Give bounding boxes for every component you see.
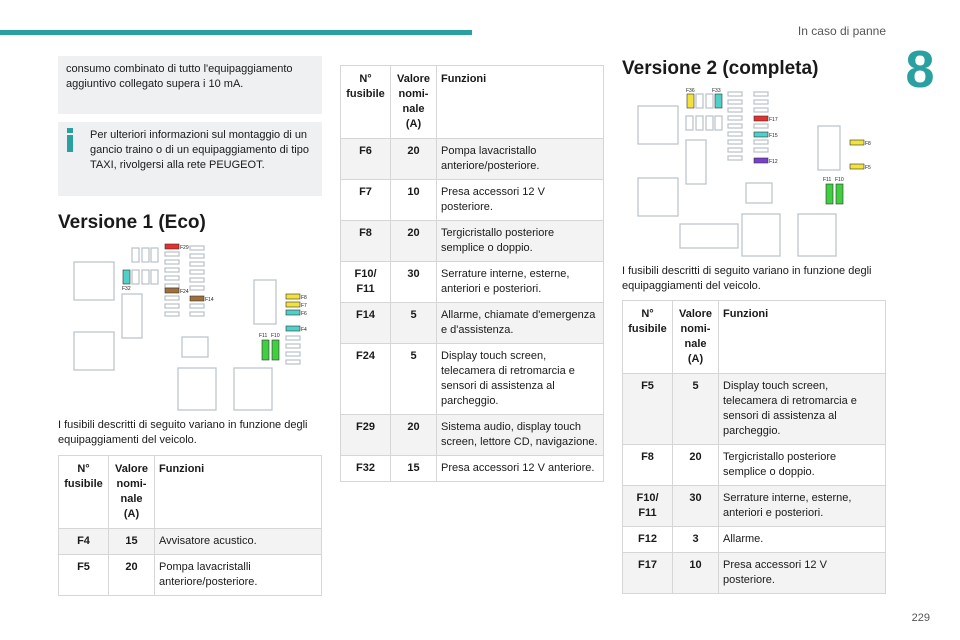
fuse-label: F10 (271, 333, 280, 339)
col-header-val: Valore nomi- nale (A) (673, 301, 719, 374)
fuse-f6 (286, 310, 300, 315)
fuse-label: F6 (301, 311, 307, 317)
fuse-f12 (754, 158, 768, 163)
table-row: F4 15 Avvisatore acustico. (59, 529, 322, 555)
chapter-number: 8 (905, 41, 935, 99)
fuse-label: F8 (301, 295, 307, 301)
fuse-label: F7 (301, 303, 307, 309)
table-row: F5 5 Display touch screen, telecamera di retromarcia e sensori di assistenza al parcheggio. (623, 374, 886, 445)
col-header-func: Funzioni (719, 301, 886, 374)
fuse-label: F32 (122, 286, 131, 292)
fuse-label: F29 (180, 245, 189, 251)
fuse-label: F15 (769, 133, 778, 139)
fuse-f15 (754, 132, 768, 137)
fuse-f33 (715, 94, 722, 108)
fuse-label: F33 (712, 88, 721, 94)
fuse-box-diagram-v2 (636, 86, 874, 258)
header-bar (0, 30, 472, 35)
table-row: F10/ F11 30 Serrature interne, esterne, anteriori e posteriori. (341, 262, 604, 303)
table-row: F24 5 Display touch screen, telecamera di retromarcia e sensori di assistenza al parcheggio. (341, 344, 604, 415)
fuse-f7 (286, 302, 300, 307)
fuse-table-v1 (58, 455, 322, 596)
fuse-table-v1-continued (340, 65, 604, 482)
table-row: F12 3 Allarme. (623, 527, 886, 553)
version1-title: Versione 1 (Eco) (58, 212, 206, 233)
col-header-val: Valore nomi- nale (A) (109, 456, 155, 529)
page-number: 229 (911, 612, 930, 624)
table-row: F32 15 Presa accessori 12 V anteriore. (341, 456, 604, 482)
fuse-f10 (836, 184, 843, 204)
table-row: F14 5 Allarme, chiamate d'emergenza e d'assistenza. (341, 303, 604, 344)
table-row: F7 10 Presa accessori 12 V posteriore. (341, 180, 604, 221)
fuse-label: F36 (686, 88, 695, 94)
table-row: F10/ F11 30 Serrature interne, esterne, anteriori e posteriori. (623, 486, 886, 527)
col-header-val: Valore nomi- nale (A) (391, 66, 437, 139)
fuse-f32 (123, 270, 130, 284)
note-consumption: consumo combinato di tutto l'equipaggiamento aggiuntivo collegato supera i 10 mA. (58, 56, 322, 114)
fuse-f8 (286, 294, 300, 299)
table-row: F29 20 Sistema audio, display touch screen, lettore CD, navigazione. (341, 415, 604, 456)
col-header-num: N° fusibile (59, 456, 109, 529)
fuse-label: F11 (823, 177, 832, 183)
table-row: F8 20 Tergicristallo posteriore semplice o doppio. (623, 445, 886, 486)
fuse-label: F12 (769, 159, 778, 165)
note-info-text: Per ulteriori informazioni sul montaggio di un gancio traino o di un equipaggiamento di tipo TAXI, rivolgersi alla rete PEUGEOT. (90, 129, 309, 171)
table-row: F5 20 Pompa lavacristalli anteriore/posteriore. (59, 555, 322, 596)
table-row: F17 10 Presa accessori 12 V posteriore. (623, 553, 886, 594)
col-header-func: Funzioni (155, 456, 322, 529)
fuse-box-diagram-v1 (72, 240, 310, 412)
section-title: In caso di panne (797, 24, 886, 38)
fuse-label: F5 (865, 165, 871, 171)
fuse-label: F17 (769, 117, 778, 123)
fuse-label: F14 (205, 297, 214, 303)
fuse-f5 (850, 164, 864, 169)
fuse-label: F10 (835, 177, 844, 183)
col-header-func: Funzioni (437, 66, 604, 139)
fuse-label: F8 (865, 141, 871, 147)
fuse-f11 (262, 340, 269, 360)
version2-title: Versione 2 (completa) (622, 58, 819, 79)
table-row: F6 20 Pompa lavacristallo anteriore/posteriore. (341, 139, 604, 180)
fuse-f4 (286, 326, 300, 331)
fuse-label: F4 (301, 327, 307, 333)
note-info (58, 122, 322, 196)
fuse-table-v2 (622, 300, 886, 594)
fuse-f36 (687, 94, 694, 108)
fuse-f14 (190, 296, 204, 301)
fuse-f24 (165, 288, 179, 293)
table-row: F8 20 Tergicristallo posteriore semplice o doppio. (341, 221, 604, 262)
fuse-f11 (826, 184, 833, 204)
col-header-num: N° fusibile (623, 301, 673, 374)
col-header-num: N° fusibile (341, 66, 391, 139)
fuse-label: F24 (180, 289, 189, 295)
fuse-f8 (850, 140, 864, 145)
version2-intro: I fusibili descritti di seguito variano in funzione degli equipaggiamenti del veicolo. (622, 265, 872, 292)
version1-intro: I fusibili descritti di seguito variano in funzione degli equipaggiamenti del veicolo. (58, 419, 308, 446)
info-icon (66, 128, 74, 152)
fuse-f10 (272, 340, 279, 360)
fuse-f29 (165, 244, 179, 249)
fuse-f17 (754, 116, 768, 121)
fuse-label: F11 (259, 333, 268, 339)
